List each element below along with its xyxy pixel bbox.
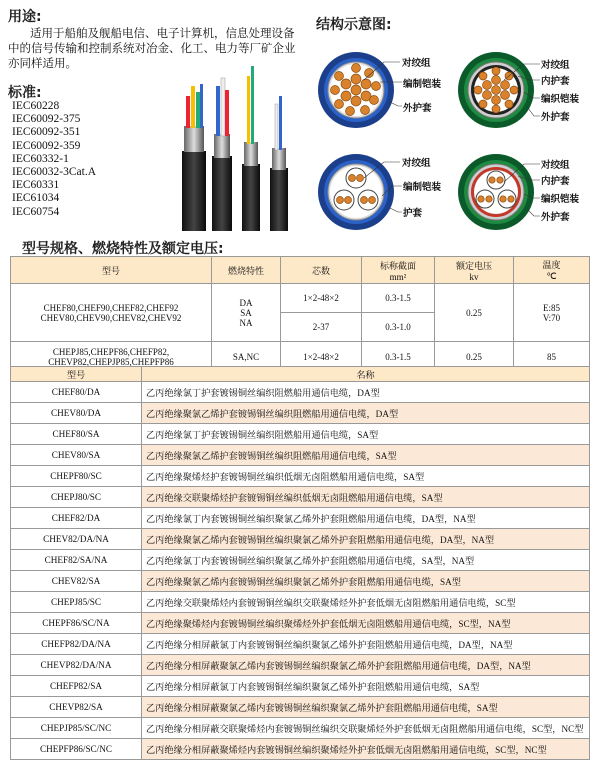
spec-table [10, 256, 590, 373]
names-name-cell: 乙丙绝缘聚烯烃内套镀锡铜丝编织聚烯烃外护套低烟无卤阻燃船用通信电缆，SC型，NA型 [142, 613, 590, 634]
spec-header-voltage: 额定电压 kv [435, 257, 514, 284]
usage-text: 适用于船舶及舰船电信、电子计算机，信息处理设备中的信号传输和控制系统对冶金、化工、电力等厂矿企业亦同样适用。 [8, 26, 296, 70]
cross-section-diagram [458, 52, 534, 128]
spec-temp-cell: E:85 V:70 [514, 284, 590, 342]
diagram4-label: 对绞组 [541, 161, 570, 171]
spec-header-cores: 芯数 [281, 257, 362, 284]
spec-header-model: 型号 [11, 257, 212, 284]
names-model-cell: CHEV82/SA [11, 571, 142, 592]
names-model-cell: CHEPF86/SC/NA [11, 613, 142, 634]
standards-heading: 标准: [8, 85, 42, 101]
names-model-cell: CHEPJP85/SC/NC [11, 718, 142, 739]
names-model-cell: CHEF80/DA [11, 382, 142, 403]
standards-list [12, 100, 152, 219]
diagram4-label: 内护套 [541, 177, 570, 187]
names-name-cell: 乙丙绝缘氯丁内套镀锡铜丝编织聚氯乙烯外护套阻燃船用通信电缆，DA型，NA型 [142, 508, 590, 529]
diagram3-label: 编制铠装 [403, 183, 442, 193]
names-name-cell: 乙丙绝缘分相屏蔽氯丁内套镀锡铜丝编织聚氯乙烯外护套阻燃船用通信电缆，SA型 [142, 676, 590, 697]
names-model-cell: CHEPF80/SC [11, 466, 142, 487]
standard-item: IEC60092-375 [12, 113, 81, 126]
diagram1-label: 外护套 [403, 104, 432, 114]
names-header-name: 名称 [142, 367, 590, 382]
standard-item: IEC61034 [12, 192, 60, 205]
diagram3-label: 对绞组 [402, 159, 431, 169]
spec-section-cell: 0.3-1.5 [362, 342, 435, 373]
names-model-cell: CHEV80/SA [11, 445, 142, 466]
spec-voltage-cell: 0.25 [435, 342, 514, 373]
names-name-cell: 乙丙绝缘聚烯烃护套镀锡铜丝编织低烟无卤阻燃船用通信电缆，SA型 [142, 466, 590, 487]
standard-item: IEC60092-359 [12, 139, 81, 152]
names-model-cell: CHEVP82/SA [11, 697, 142, 718]
standard-item: IEC60331 [12, 179, 60, 192]
diagram1-label: 对绞组 [402, 59, 431, 69]
diagram2-label: 编织铠装 [541, 95, 580, 105]
names-table [10, 366, 590, 760]
spec-model-cell: CHEPJ85,CHEPF86,CHEFP82, CHEVP82,CHEPJP85,CHEPFP86 [11, 342, 212, 373]
standard-item: IEC60032-3Cat.A [12, 166, 97, 179]
names-model-cell: CHEV82/DA/NA [11, 529, 142, 550]
names-model-cell: CHEV80/DA [11, 403, 142, 424]
names-name-cell: 乙丙绝缘氯丁护套镀锡铜丝编织阻燃船用通信电缆，SA型 [142, 424, 590, 445]
spec-temp-cell: 85 [514, 342, 590, 373]
standard-item: IEC60754 [12, 205, 60, 218]
diagram3-label: 护套 [403, 209, 423, 219]
spec-burn-cell: SA,NC [212, 342, 281, 373]
spec-section-cell: 0.3-1.5 [362, 284, 435, 313]
names-model-cell: CHEFP82/DA/NA [11, 634, 142, 655]
names-model-cell: CHEVP82/DA/NA [11, 655, 142, 676]
names-name-cell: 乙丙绝缘分相屏蔽聚氯乙烯内套镀锡铜丝编织聚氯乙烯外护套阻燃船用通信电缆，DA型，NA型 [142, 655, 590, 676]
names-name-cell: 乙丙绝缘分相屏蔽氯丁内套镀锡铜丝编织聚氯乙烯外护套阻燃船用通信电缆，DA型，NA型 [142, 634, 590, 655]
names-name-cell: 乙丙绝缘聚氯乙烯护套镀锡铜丝编织阻燃船用通信电缆，SA型 [142, 445, 590, 466]
spec-voltage-cell: 0.25 [435, 284, 514, 342]
spec-cores-cell: 2-37 [281, 313, 362, 342]
names-header-model: 型号 [11, 367, 142, 382]
names-name-cell: 乙丙绝缘交联聚烯烃内套镀锡铜丝编织交联聚烯烃外护套低烟无卤阻燃船用通信电缆，SC型 [142, 592, 590, 613]
cable-photo [168, 56, 308, 236]
names-model-cell: CHEPJ85/SC [11, 592, 142, 613]
spec-header-section: 标称截面 mm² [362, 257, 435, 284]
diagram2-label: 内护套 [541, 77, 570, 87]
spec-model-cell: CHEF80,CHEF90,CHEF82,CHEF92 CHEV80,CHEV90,CHEV82,CHEV92 [11, 284, 212, 342]
names-name-cell: 乙丙绝缘聚氯乙烯内套镀锡铜丝编织聚氯乙烯外护套阻燃船用通信电缆，SA型 [142, 571, 590, 592]
standard-item: IEC60228 [12, 100, 60, 112]
structure-heading: 结构示意图: [316, 17, 392, 33]
names-name-cell: 乙丙绝缘分相屏蔽聚氯乙烯内套镀锡铜丝编织聚氯乙烯外护套阻燃船用通信电缆，SA型 [142, 697, 590, 718]
diagram4-label: 外护套 [541, 213, 570, 223]
spec-cores-cell: 1×2-48×2 [281, 342, 362, 373]
names-model-cell: CHEFP82/SA [11, 676, 142, 697]
spec-header-burn: 燃烧特性 [212, 257, 281, 284]
names-model-cell: CHEPFP86/SC/NC [11, 739, 142, 760]
diagram2-label: 外护套 [541, 113, 570, 123]
names-name-cell: 乙丙绝缘分相屏蔽交联聚烯烃内套镀锡铜丝编织交联聚烯烃外护套低烟无卤阻燃船用通信电缆，SC型，NC型 [142, 718, 590, 739]
names-model-cell: CHEF82/DA [11, 508, 142, 529]
diagram1-label: 编制铠装 [403, 80, 442, 90]
standard-item: IEC60092-351 [12, 126, 81, 139]
names-name-cell: 乙丙绝缘聚氯乙烯内套镀锡铜丝编织聚氯乙烯外护套阻燃船用通信电缆，DA型，NA型 [142, 529, 590, 550]
spec-header-temp: 温度 ℃ [514, 257, 590, 284]
spec-burn-cell: DA SA NA [212, 284, 281, 342]
names-model-cell: CHEPJ80/SC [11, 487, 142, 508]
diagram4-label: 编织铠装 [541, 195, 580, 205]
names-model-cell: CHEF82/SA/NA [11, 550, 142, 571]
standard-item: IEC60332-1 [12, 152, 69, 165]
usage-heading: 用途: [8, 9, 42, 25]
names-name-cell: 乙丙绝缘交联聚烯烃护套镀锡铜丝编织低烟无卤阻燃船用通信电缆，SA型 [142, 487, 590, 508]
spec-cores-cell: 1×2-48×2 [281, 284, 362, 313]
names-model-cell: CHEF80/SA [11, 424, 142, 445]
cross-section-diagram [318, 154, 394, 230]
diagram2-label: 对绞组 [541, 61, 570, 71]
spec-section-cell: 0.3-1.0 [362, 313, 435, 342]
names-name-cell: 乙丙绝缘氯丁内套镀锡铜丝编织聚氯乙烯外护套阻燃船用通信电缆，SA型，NA型 [142, 550, 590, 571]
names-name-cell: 乙丙绝缘聚氯乙烯护套镀锡铜丝编织阻燃船用通信电缆，DA型 [142, 403, 590, 424]
spec-heading: 型号规格、燃烧特性及额定电压: [22, 241, 224, 257]
names-name-cell: 乙丙绝缘氯丁护套镀锡铜丝编织阻燃船用通信电缆，DA型 [142, 382, 590, 403]
names-name-cell: 乙丙绝缘分相屏蔽聚烯烃内套镀锡铜丝编织聚烯烃外护套低烟无卤阻燃船用通信电缆，SC型，NC型 [142, 739, 590, 760]
